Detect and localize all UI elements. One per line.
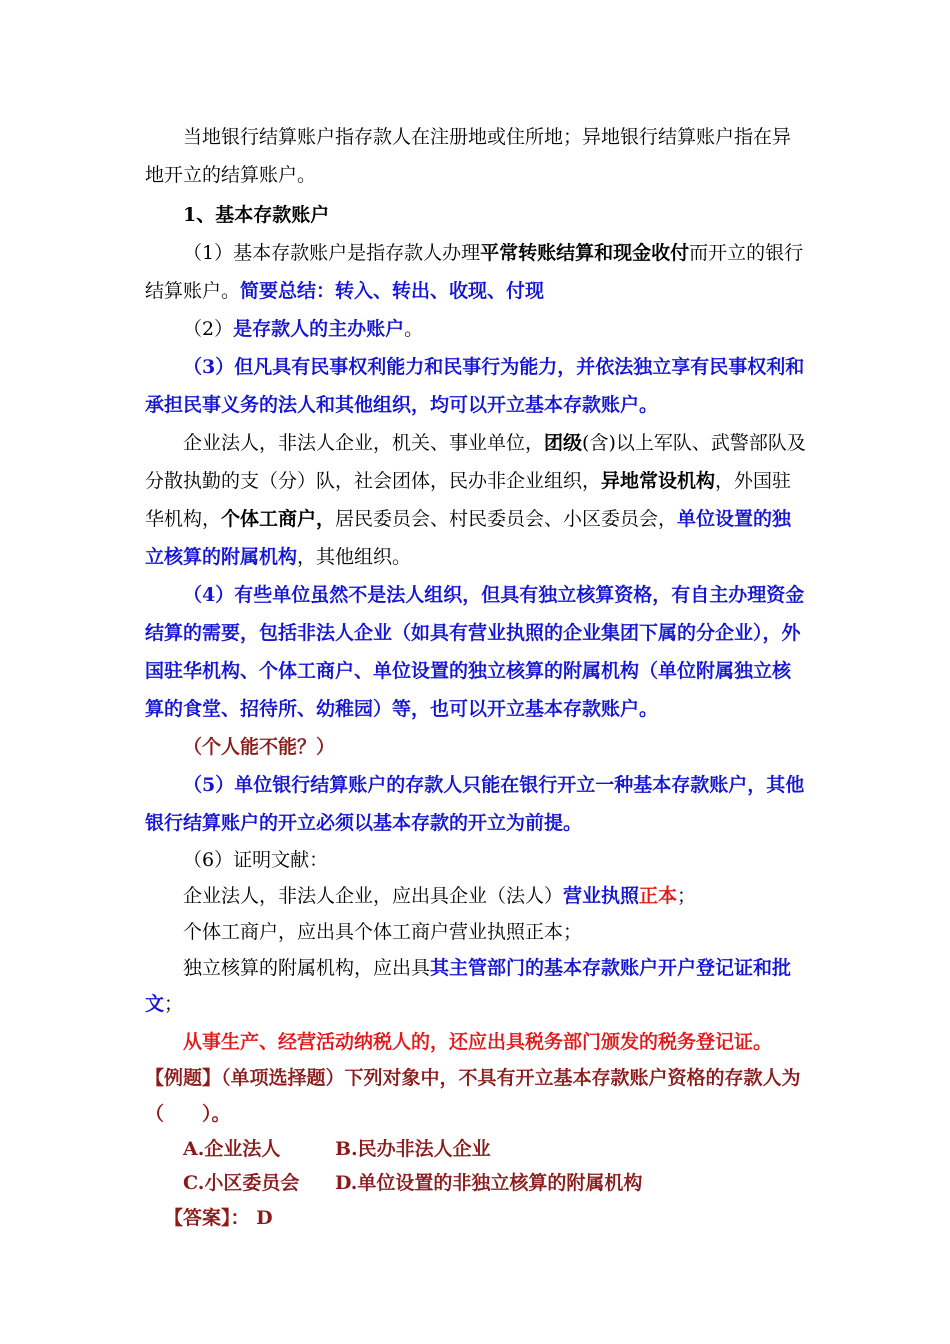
item-2-paragraph bbox=[145, 310, 807, 348]
item-1-suffix: 而开立的银行结算账户。 bbox=[145, 242, 804, 302]
item-6-line-4: 从事生产、经营活动纳税人的，还应出具税务部门颁发的税务登记证。 bbox=[183, 1031, 773, 1053]
item-6-title: （6）证明文献： bbox=[183, 849, 329, 871]
option-b: B.民办非法人企业 bbox=[335, 1138, 491, 1160]
orgs-part-3: ，外国驻华机构， bbox=[145, 470, 792, 530]
item-1-prefix: （1）基本存款账户是指存款人办理 bbox=[183, 242, 481, 264]
options-row-2 bbox=[145, 1166, 807, 1200]
answer-value: D bbox=[256, 1207, 273, 1229]
item-1-summary: 简要总结：转入、转出、收现、付现 bbox=[240, 280, 545, 302]
answer-label: 【答案】： bbox=[164, 1207, 250, 1229]
organizations-paragraph bbox=[145, 424, 807, 576]
item-6-line-3-prefix: 独立核算的附属机构，应出具 bbox=[183, 957, 431, 979]
item-6-line-1 bbox=[145, 878, 807, 914]
heading-basic-account: 1、基本存款账户 bbox=[183, 204, 330, 226]
orgs-bold-3: 个体工商户， bbox=[221, 508, 336, 530]
item-6-line-1-suffix: ； bbox=[677, 885, 697, 907]
option-a: A.企业法人 bbox=[183, 1138, 281, 1160]
question-line: （个人能不能？） bbox=[183, 736, 336, 758]
item-6-line-3 bbox=[145, 950, 807, 1022]
item-6-line-2: 个体工商户，应出具个体工商户营业执照正本； bbox=[183, 921, 583, 943]
content-column bbox=[145, 118, 807, 1236]
intro-paragraph: 当地银行结算账户指存款人在注册地或住所地；异地银行结算账户指在异地开立的结算账户。 bbox=[145, 126, 792, 186]
answer-line bbox=[145, 1200, 807, 1236]
item-5-paragraph: （5）单位银行结算账户的存款人只能在银行开立一种基本存款账户，其他银行结算账户的开立必须以基本存款的开立为前提。 bbox=[145, 774, 805, 834]
options-row-1 bbox=[145, 1132, 807, 1166]
item-4-paragraph: （4）有些单位虽然不是法人组织，但具有独立核算资格，有自主办理资金结算的需要，包括非法人企业（如具有营业执照的企业集团下属的分企业），外国驻华机构、个体工商户、单位设置的独立核算的附属机构（单位附属独立核算的食堂、招待所、幼稚园）等，也可以开立基本存款账户。 bbox=[145, 584, 805, 720]
item-2-prefix: （2） bbox=[183, 318, 234, 340]
item-6-line-3-blue: 其主管部门的基本存款账户开户登记证和批文 bbox=[145, 957, 792, 1015]
example-text: （单项选择题）下列对象中，不具有开立基本存款账户资格的存款人为（ ）。 bbox=[145, 1067, 801, 1125]
item-1-bold: 平常转账结算和现金收付 bbox=[480, 242, 690, 264]
example-label: 【例题】 bbox=[145, 1067, 222, 1089]
item-6-line-3-suffix: ； bbox=[164, 993, 184, 1015]
item-2-text: 是存款人的主办账户 bbox=[233, 318, 405, 340]
orgs-part-2: (含)以上军队、武警部队及分散执勤的支（分）队，社会团体，民办非企业组织， bbox=[145, 432, 806, 492]
item-6-line-1-red: 正本 bbox=[639, 885, 678, 907]
item-6-line-1-blue: 营业执照 bbox=[563, 885, 640, 907]
orgs-bold-2: 异地常设机构 bbox=[601, 470, 716, 492]
option-d: D.单位设置的非独立核算的附属机构 bbox=[335, 1172, 643, 1194]
orgs-part-5: ，其他组织。 bbox=[297, 546, 412, 568]
orgs-blue: 单位设置的独立核算的附属机构 bbox=[145, 508, 792, 568]
example-question bbox=[145, 1060, 807, 1132]
orgs-part-1: 企业法人，非法人企业，机关、事业单位， bbox=[183, 432, 545, 454]
orgs-part-4: 居民委员会、村民委员会、小区委员会， bbox=[335, 508, 678, 530]
item-6-line-1-prefix: 企业法人，非法人企业，应出具企业（法人） bbox=[183, 885, 564, 907]
item-1-paragraph bbox=[145, 234, 807, 310]
item-2-suffix: 。 bbox=[404, 318, 424, 340]
item-3-paragraph: （3）但凡具有民事权利能力和民事行为能力，并依法独立享有民事权利和承担民事义务的法人和其他组织，均可以开立基本存款账户。 bbox=[145, 356, 805, 416]
option-c: C.小区委员会 bbox=[183, 1172, 300, 1194]
orgs-bold-1: 团级 bbox=[544, 432, 583, 454]
